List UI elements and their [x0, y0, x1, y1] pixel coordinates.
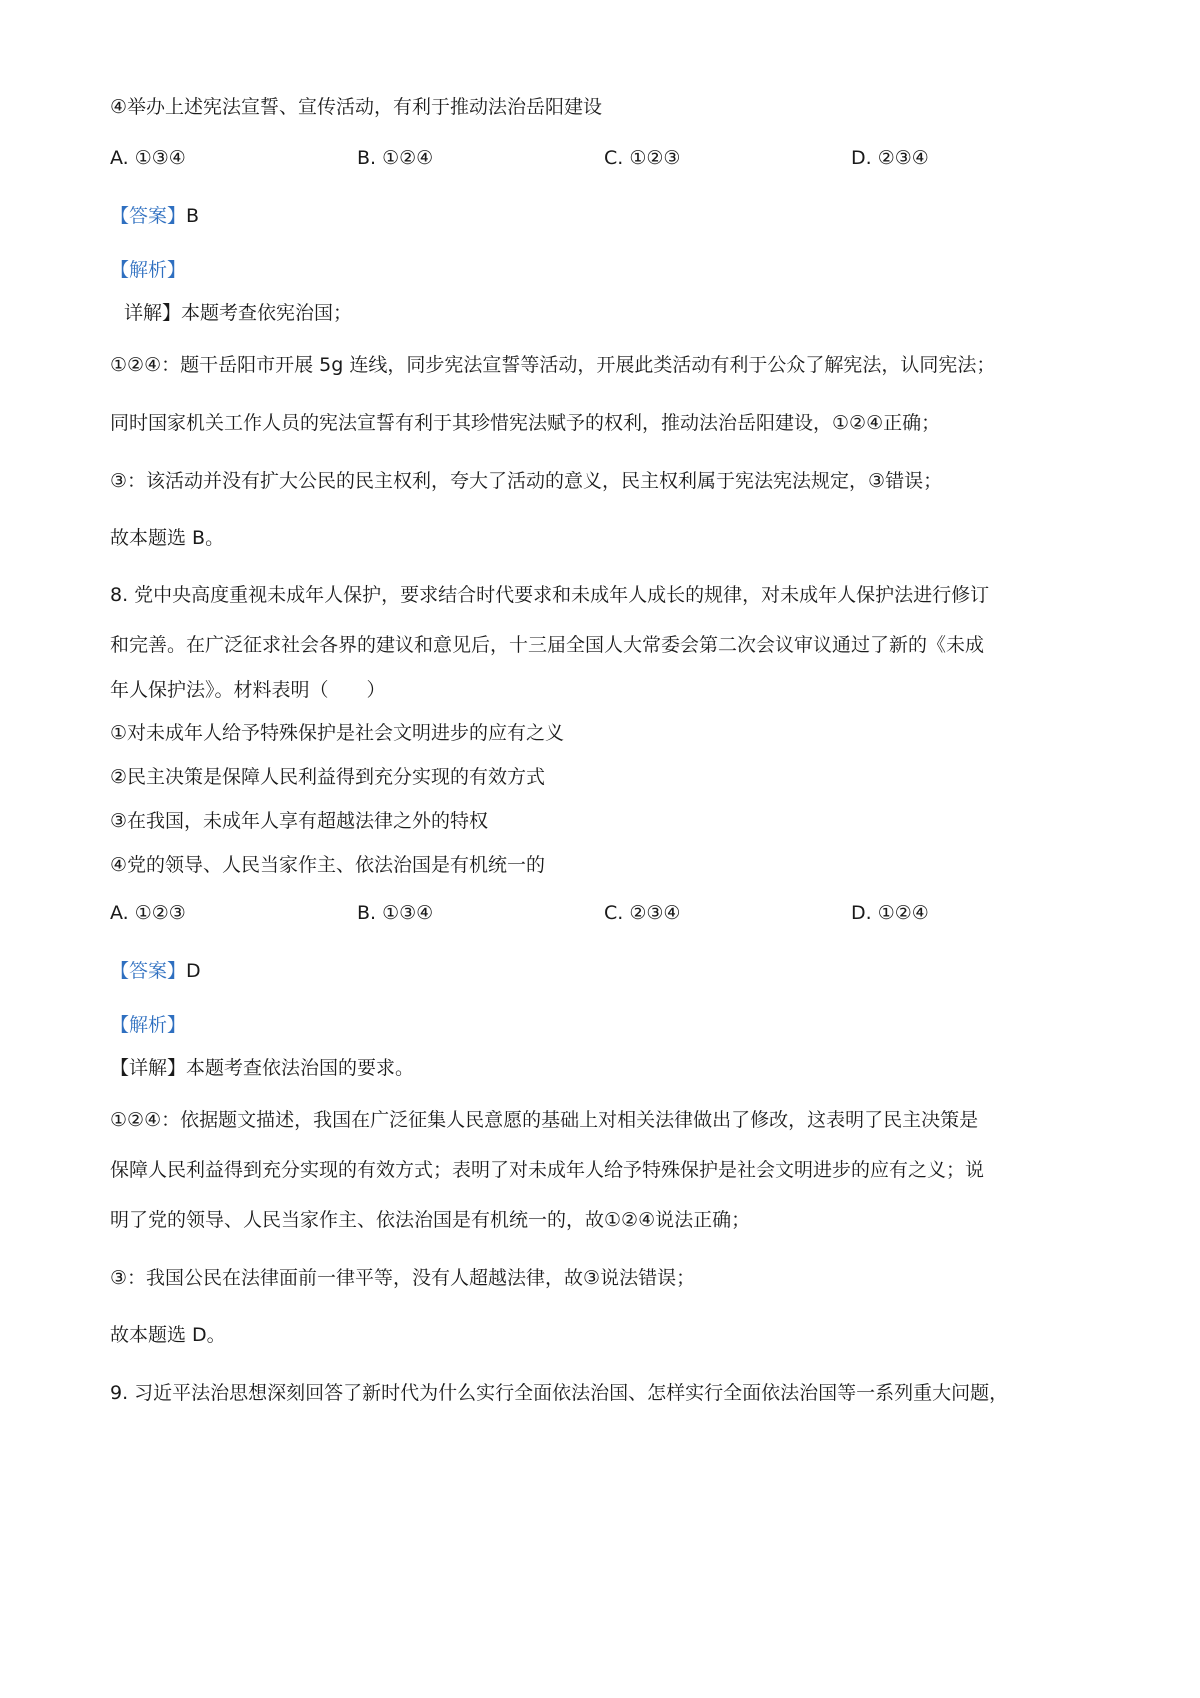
statement-4: ④党的领导、人民当家作主、依法治国是有机统一的	[110, 854, 546, 876]
answer-value: B	[186, 205, 200, 227]
question-stem: 9. 习近平法治思想深刻回答了新时代为什么实行全面依法治国、怎样实行全面依法治国等一系列重大问题，	[110, 1382, 1009, 1404]
explanation-line: ③：我国公民在法律面前一律平等，没有人超越法律，故③说法错误；	[110, 1267, 696, 1289]
explanation-line: ③：该活动并没有扩大公民的民主权利，夸大了活动的意义，民主权利属于宪法宪法规定，③错误；	[110, 470, 943, 492]
answer-value: D	[186, 960, 201, 982]
answer-label: 【答案】	[110, 960, 187, 982]
explanation-line: 保障人民利益得到充分实现的有效方式；表明了对未成年人给予特殊保护是社会文明进步的应有之义；说	[110, 1159, 985, 1181]
explanation-line: 同时国家机关工作人员的宪法宣誓有利于其珍惜宪法赋予的权利，推动法治岳阳建设，①②④正确；	[110, 412, 941, 434]
detail-line: 详解】本题考查依宪治国；	[124, 302, 353, 324]
detail-line: 【详解】本题考查依法治国的要求。	[110, 1057, 415, 1079]
option-d: D. ①②④	[851, 902, 929, 924]
explanation-line: 明了党的领导、人民当家作主、依法治国是有机统一的，故①②④说法正确；	[110, 1209, 751, 1231]
statement-3: ③在我国，未成年人享有超越法律之外的特权	[110, 810, 489, 832]
option-a: A. ①③④	[110, 147, 186, 169]
question-stem: 和完善。在广泛征求社会各界的建议和意见后，十三届全国人大常委会第二次会议审议通过了新的《未成	[110, 634, 985, 656]
statement-4: ④举办上述宪法宣誓、宣传活动，有利于推动法治岳阳建设	[110, 96, 603, 118]
statement-1: ①对未成年人给予特殊保护是社会文明进步的应有之义	[110, 722, 565, 744]
analysis-label: 【解析】	[110, 259, 187, 281]
option-a: A. ①②③	[110, 902, 186, 924]
answer-line	[110, 958, 201, 984]
conclusion-line: 故本题选 B。	[110, 527, 225, 549]
option-c: C. ①②③	[604, 147, 681, 169]
answer-line	[110, 203, 199, 229]
explanation-line: ①②④：题干岳阳市开展 5g 连线，同步宪法宣誓等活动，开展此类活动有利于公众了解宪法，认同宪法；	[110, 354, 996, 376]
option-b: B. ①③④	[357, 902, 434, 924]
analysis-label: 【解析】	[110, 1014, 187, 1036]
explanation-line: ①②④：依据题文描述，我国在广泛征集人民意愿的基础上对相关法律做出了修改，这表明了民主决策是	[110, 1109, 979, 1131]
conclusion-line: 故本题选 D。	[110, 1324, 226, 1346]
answer-label: 【答案】	[110, 205, 187, 227]
option-b: B. ①②④	[357, 147, 434, 169]
question-stem: 年人保护法》。材料表明（ ）	[110, 679, 386, 701]
question-stem: 8. 党中央高度重视未成年人保护，要求结合时代要求和未成年人成长的规律，对未成年人保护法进行修订	[110, 584, 990, 606]
statement-2: ②民主决策是保障人民利益得到充分实现的有效方式	[110, 766, 546, 788]
option-c: C. ②③④	[604, 902, 681, 924]
option-d: D. ②③④	[851, 147, 929, 169]
